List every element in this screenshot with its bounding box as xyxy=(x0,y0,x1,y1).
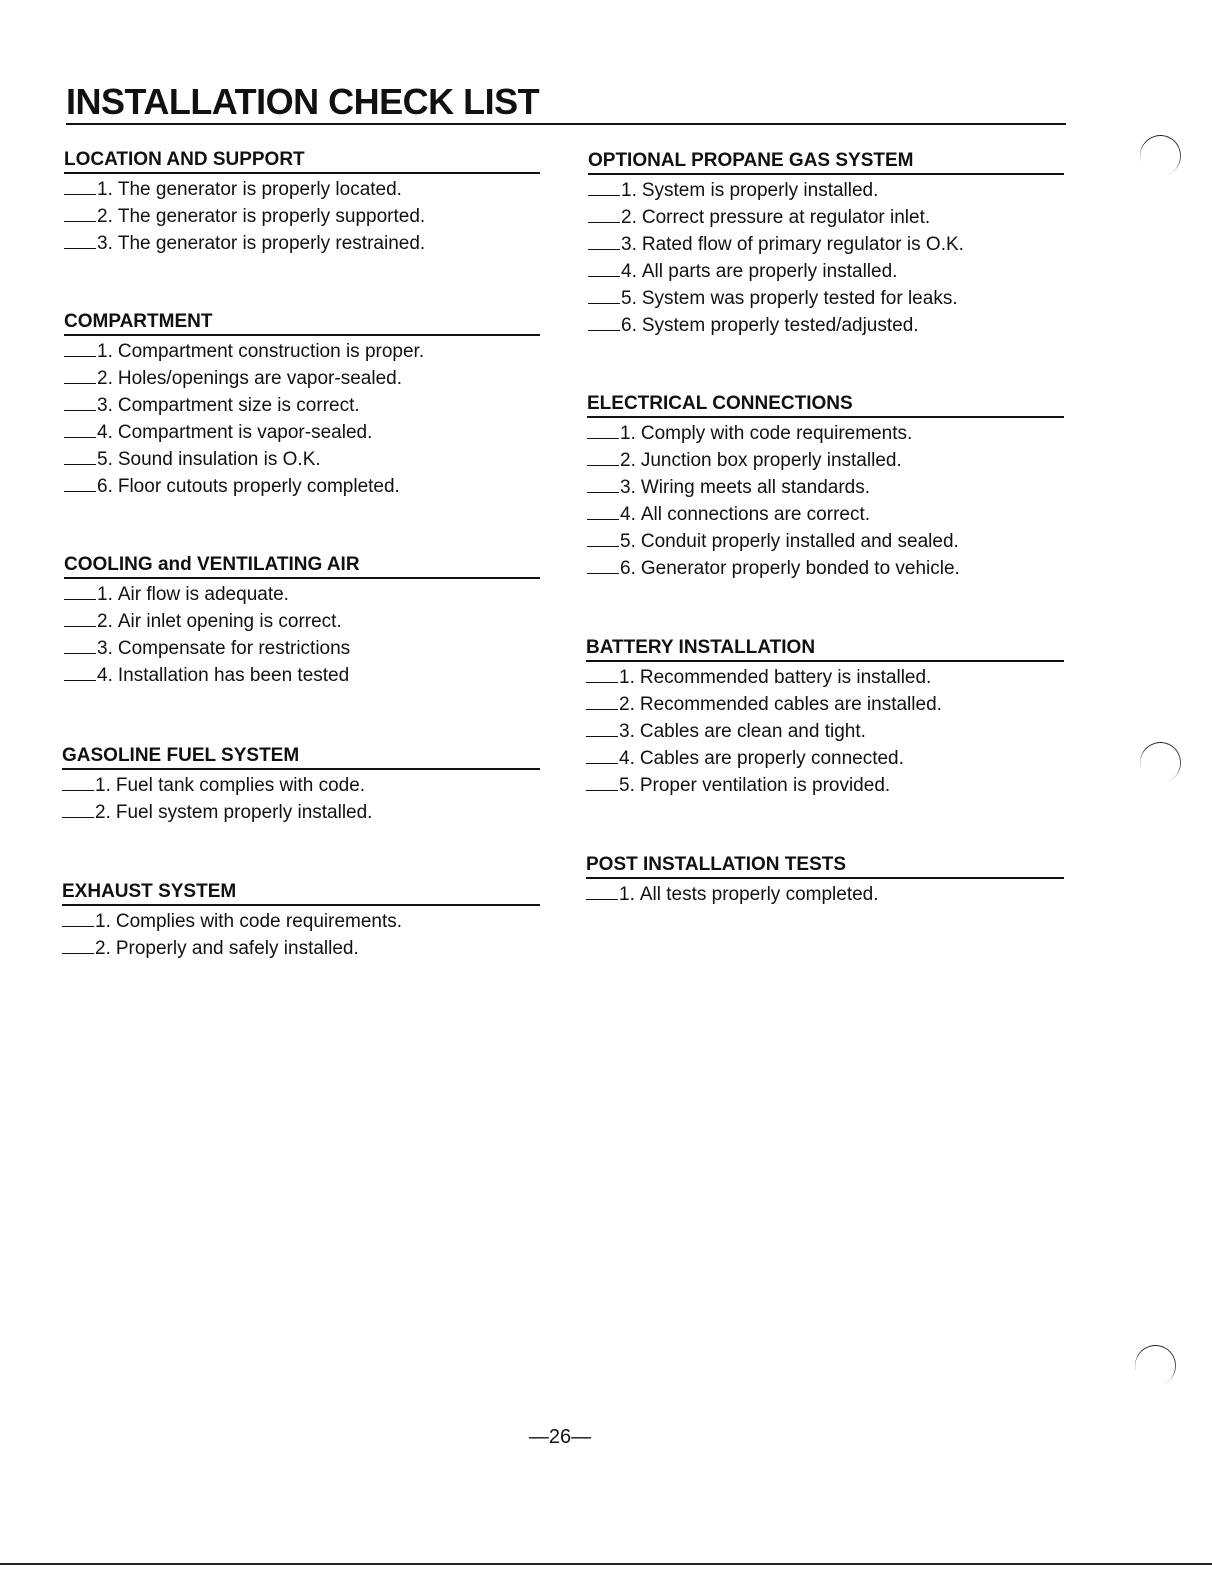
item-number: 2. xyxy=(620,450,636,471)
section-heading: BATTERY INSTALLATION xyxy=(586,637,1064,662)
checklist xyxy=(62,908,540,962)
checklist-item xyxy=(587,501,1064,528)
item-number: 5. xyxy=(620,531,636,552)
item-number: 3. xyxy=(619,721,635,742)
checklist xyxy=(586,881,1064,908)
item-number: 1. xyxy=(619,884,635,905)
checklist-item xyxy=(587,447,1064,474)
item-number: 5. xyxy=(97,449,113,470)
checklist-item xyxy=(588,177,1064,204)
item-text: Properly and safely installed. xyxy=(115,938,359,959)
section-optional-propane-gas-system xyxy=(588,150,1064,339)
checklist-item xyxy=(64,176,540,203)
checkbox-blank[interactable] xyxy=(64,220,96,222)
item-number: 1. xyxy=(621,180,637,201)
checkbox-blank[interactable] xyxy=(587,545,619,547)
item-number: 3. xyxy=(97,395,113,416)
checkbox-blank[interactable] xyxy=(64,679,96,681)
item-number: 2. xyxy=(97,206,113,227)
item-text: Junction box properly installed. xyxy=(640,450,902,471)
item-number: 5. xyxy=(621,288,637,309)
page-number: —26— xyxy=(528,1426,592,1448)
checklist-item xyxy=(587,555,1064,582)
item-text: Floor cutouts properly completed. xyxy=(117,476,400,497)
checkbox-blank[interactable] xyxy=(588,248,620,250)
page-title: INSTALLATION CHECK LIST xyxy=(66,81,540,122)
checklist xyxy=(587,420,1064,582)
checklist-item xyxy=(62,799,540,826)
checkbox-blank[interactable] xyxy=(64,409,96,411)
item-text: System is properly installed. xyxy=(641,180,879,201)
item-number: 4. xyxy=(97,665,113,686)
checkbox-blank[interactable] xyxy=(586,789,618,791)
checklist-item xyxy=(62,772,540,799)
item-number: 2. xyxy=(95,938,111,959)
item-text: Recommended battery is installed. xyxy=(639,667,932,688)
item-number: 2. xyxy=(619,694,635,715)
checklist-item xyxy=(588,312,1064,339)
checkbox-blank[interactable] xyxy=(586,681,618,683)
item-text: Compartment is vapor-sealed. xyxy=(117,422,373,443)
checklist-item xyxy=(586,745,1064,772)
checkbox-blank[interactable] xyxy=(587,437,619,439)
item-number: 2. xyxy=(97,368,113,389)
item-number: 3. xyxy=(621,234,637,255)
section-heading: GASOLINE FUEL SYSTEM xyxy=(62,745,540,770)
item-text: Air flow is adequate. xyxy=(117,584,289,605)
item-number: 1. xyxy=(95,911,111,932)
checkbox-blank[interactable] xyxy=(64,382,96,384)
checklist-item xyxy=(588,258,1064,285)
checkbox-blank[interactable] xyxy=(62,952,94,954)
section-cooling-and-ventilating-air xyxy=(64,554,540,689)
item-number: 1. xyxy=(97,179,113,200)
checklist-item xyxy=(64,230,540,257)
checkbox-blank[interactable] xyxy=(586,735,618,737)
item-text: Fuel tank complies with code. xyxy=(115,775,366,796)
checkbox-blank[interactable] xyxy=(64,652,96,654)
checkbox-blank[interactable] xyxy=(64,193,96,195)
item-text: Generator properly bonded to vehicle. xyxy=(640,558,960,579)
item-number: 1. xyxy=(97,341,113,362)
section-heading: COOLING and VENTILATING AIR xyxy=(64,554,540,579)
section-heading: POST INSTALLATION TESTS xyxy=(586,854,1064,879)
checklist-item xyxy=(62,935,540,962)
checkbox-blank[interactable] xyxy=(62,816,94,818)
item-text: Wiring meets all standards. xyxy=(640,477,871,498)
checkbox-blank[interactable] xyxy=(587,464,619,466)
checklist-item xyxy=(64,419,540,446)
item-number: 1. xyxy=(95,775,111,796)
checkbox-blank[interactable] xyxy=(64,355,96,357)
item-text: All tests properly completed. xyxy=(639,884,879,905)
checkbox-blank[interactable] xyxy=(64,625,96,627)
checklist-item xyxy=(588,204,1064,231)
item-text: Comply with code requirements. xyxy=(640,423,913,444)
checkbox-blank[interactable] xyxy=(587,518,619,520)
checklist-item xyxy=(64,203,540,230)
item-text: Proper ventilation is provided. xyxy=(639,775,891,796)
section-gasoline-fuel-system xyxy=(62,745,540,826)
item-number: 4. xyxy=(619,748,635,769)
section-heading: EXHAUST SYSTEM xyxy=(62,881,540,906)
item-text: Complies with code requirements. xyxy=(115,911,403,932)
checklist-item xyxy=(586,772,1064,799)
section-location-and-support xyxy=(64,149,540,257)
checklist-item xyxy=(586,718,1064,745)
checkbox-blank[interactable] xyxy=(588,194,620,196)
checklist-item xyxy=(586,664,1064,691)
section-heading: ELECTRICAL CONNECTIONS xyxy=(587,393,1064,418)
checklist xyxy=(586,664,1064,799)
checkbox-blank[interactable] xyxy=(586,898,618,900)
section-compartment xyxy=(64,311,540,500)
checklist-item xyxy=(586,691,1064,718)
checklist-item xyxy=(64,635,540,662)
item-text: Compartment size is correct. xyxy=(117,395,360,416)
item-number: 1. xyxy=(620,423,636,444)
item-text: The generator is properly supported. xyxy=(117,206,426,227)
section-heading: OPTIONAL PROPANE GAS SYSTEM xyxy=(588,150,1064,175)
punch-hole-mark xyxy=(1134,736,1187,789)
item-number: 3. xyxy=(97,233,113,254)
checklist-item xyxy=(64,365,540,392)
item-number: 4. xyxy=(621,261,637,282)
item-text: System properly tested/adjusted. xyxy=(641,315,919,336)
item-text: Conduit properly installed and sealed. xyxy=(640,531,959,552)
item-text: Air inlet opening is correct. xyxy=(117,611,342,632)
checklist-item xyxy=(588,231,1064,258)
checkbox-blank[interactable] xyxy=(64,490,96,492)
item-number: 6. xyxy=(97,476,113,497)
item-text: Compartment construction is proper. xyxy=(117,341,425,362)
checkbox-blank[interactable] xyxy=(586,708,618,710)
checkbox-blank[interactable] xyxy=(586,762,618,764)
item-number: 1. xyxy=(97,584,113,605)
item-text: The generator is properly restrained. xyxy=(117,233,426,254)
section-heading: LOCATION AND SUPPORT xyxy=(64,149,540,174)
item-number: 6. xyxy=(621,315,637,336)
checkbox-blank[interactable] xyxy=(588,221,620,223)
item-number: 2. xyxy=(95,802,111,823)
checklist xyxy=(62,772,540,826)
checklist-item xyxy=(64,662,540,689)
item-number: 5. xyxy=(619,775,635,796)
checklist-item xyxy=(64,608,540,635)
title-divider xyxy=(66,123,1066,125)
checkbox-blank[interactable] xyxy=(62,789,94,791)
checklist xyxy=(64,338,540,500)
checklist-item xyxy=(64,392,540,419)
item-number: 3. xyxy=(97,638,113,659)
checklist xyxy=(64,581,540,689)
item-text: Cables are clean and tight. xyxy=(639,721,866,742)
item-text: Rated flow of primary regulator is O.K. xyxy=(641,234,964,255)
checkbox-blank[interactable] xyxy=(587,572,619,574)
item-text: Correct pressure at regulator inlet. xyxy=(641,207,931,228)
checkbox-blank[interactable] xyxy=(588,302,620,304)
section-post-installation-tests xyxy=(586,854,1064,908)
checklist xyxy=(64,176,540,257)
checklist-item xyxy=(64,473,540,500)
item-text: Compensate for restrictions xyxy=(117,638,351,659)
item-text: Recommended cables are installed. xyxy=(639,694,942,715)
checklist-item xyxy=(64,581,540,608)
item-text: Installation has been tested xyxy=(117,665,350,686)
section-electrical-connections xyxy=(587,393,1064,582)
checklist-item xyxy=(587,528,1064,555)
item-text: Fuel system properly installed. xyxy=(115,802,373,823)
checklist-item xyxy=(62,908,540,935)
bottom-edge-line xyxy=(0,1563,1212,1565)
item-number: 1. xyxy=(619,667,635,688)
checklist xyxy=(588,177,1064,339)
checklist-item xyxy=(64,446,540,473)
item-text: Sound insulation is O.K. xyxy=(117,449,321,470)
item-text: Holes/openings are vapor-sealed. xyxy=(117,368,402,389)
item-number: 4. xyxy=(97,422,113,443)
item-text: System was properly tested for leaks. xyxy=(641,288,958,309)
checklist-item xyxy=(586,881,1064,908)
checklist-item xyxy=(64,338,540,365)
checklist-item xyxy=(587,420,1064,447)
item-text: All connections are correct. xyxy=(640,504,871,525)
item-number: 2. xyxy=(621,207,637,228)
checkbox-blank[interactable] xyxy=(64,436,96,438)
section-heading: COMPARTMENT xyxy=(64,311,540,336)
section-exhaust-system xyxy=(62,881,540,962)
checkbox-blank[interactable] xyxy=(64,247,96,249)
punch-hole-mark xyxy=(1129,1339,1182,1392)
item-number: 3. xyxy=(620,477,636,498)
item-number: 4. xyxy=(620,504,636,525)
item-text: Cables are properly connected. xyxy=(639,748,904,769)
checkbox-blank[interactable] xyxy=(588,329,620,331)
punch-hole-mark xyxy=(1134,129,1187,182)
section-battery-installation xyxy=(586,637,1064,799)
checklist-item xyxy=(587,474,1064,501)
checkbox-blank[interactable] xyxy=(587,491,619,493)
checkbox-blank[interactable] xyxy=(588,275,620,277)
checklist-item xyxy=(588,285,1064,312)
checkbox-blank[interactable] xyxy=(64,598,96,600)
checkbox-blank[interactable] xyxy=(64,463,96,465)
checkbox-blank[interactable] xyxy=(62,925,94,927)
item-text: The generator is properly located. xyxy=(117,179,402,200)
item-number: 6. xyxy=(620,558,636,579)
item-number: 2. xyxy=(97,611,113,632)
item-text: All parts are properly installed. xyxy=(641,261,898,282)
